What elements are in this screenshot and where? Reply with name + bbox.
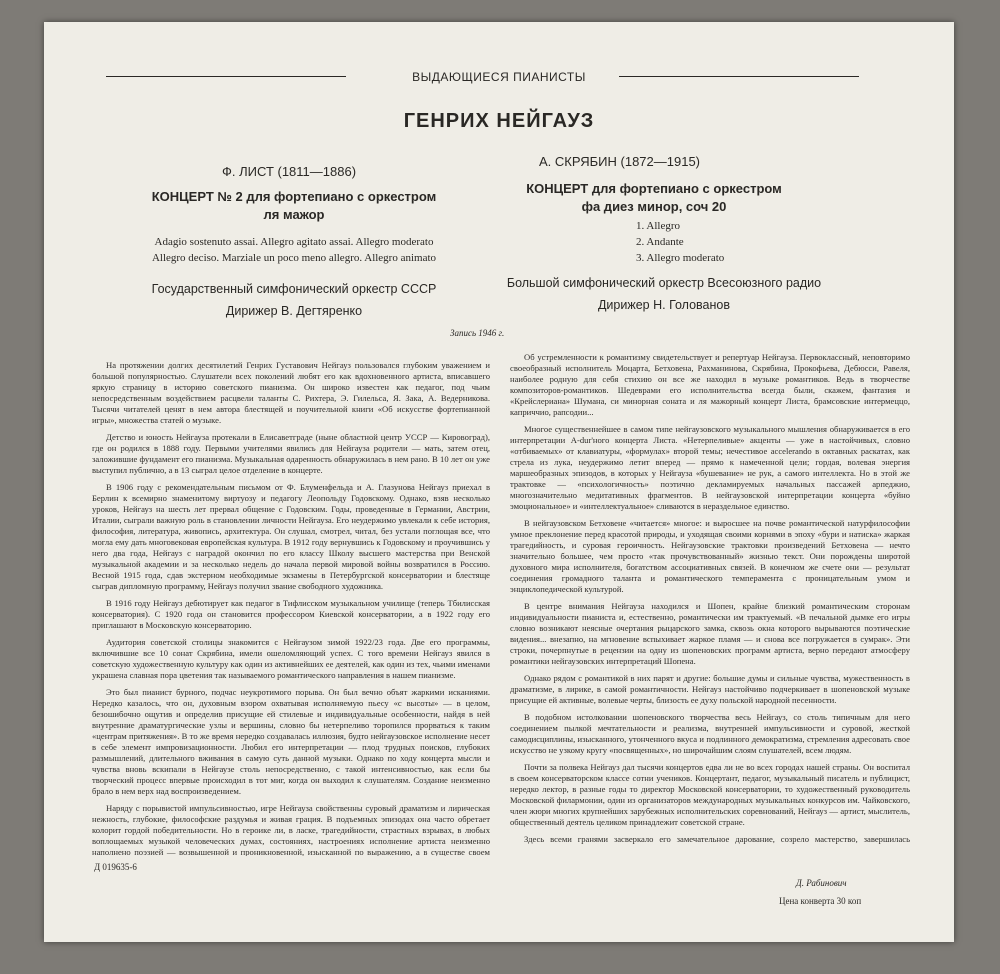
right-movement-2: 2. Andante (636, 236, 684, 248)
essay-paragraph: Это был пианист бурного, подчас неукротимого порыва. Он был вечно объят жаркими исканиями. Нередко казалось, что он, духовным взором охватывая исполняемую пьесу «с высоты» — в целом, безошибочно ощутив и определив присущие ей стилевые и индивидуальные особенности, найдя в ней внутренние драматургические узлы и вершины, словно бы нетерпеливо торопился прорваться к таким «центрам притяжения». В то же время нередко создавалась иллюзия, будто нейгаузовское исполнение несет в себе элемент импровизационности. Любил его интерпретации — плод трудных поисков, глубоких размышлений, длительного вживания в самую суть данной музыки. Однако по ходу концерта мысли и чувства вновь вскипали в Нейгаузе столь непосредственно, с такой интенсивностью, как если бы творческий процесс впервые происходил в тот миг, когда он выходил к слушателям. Создание неизменно брало в нем верх над воспроизведением. (92, 687, 490, 796)
right-orchestra: Большой симфонический оркестр Всесоюзного радио (506, 276, 822, 290)
left-orchestra: Государственный симфонический оркестр СССР (151, 282, 437, 296)
left-work-key: ля мажор (263, 207, 325, 222)
right-work (504, 180, 804, 216)
left-conductor: Дирижер В. Дегтяренко (225, 304, 363, 318)
essay-paragraph: Здесь всеми гранями засверкало его замечательное дарование, созрело мастерство, завершилась (524, 834, 910, 844)
right-movement-3: 3. Allegro moderato (636, 252, 725, 264)
essay-paragraph: Наряду с порывистой импульсивностью, игре Нейгауза свойственны суровый драматизм и лирическая нежность, глубокие, философские раздумья и живая грация. В подъемных эпизодах она часто обретает колорит гордой победительности. Но в героике ли, в ласке, трагедийности, страстных взрывах, в любых воплощаемых музыкой человеческих думах, состояниях, настроениях исполнение артиста неизменно наполнено поэзией — возвышенной и проникновенной, изысканной по выражению, а в существе своем (92, 803, 490, 856)
essay-author: Д. Рабинович (796, 878, 847, 888)
sleeve-price: Цена конверта 30 коп (779, 896, 862, 906)
left-performers (104, 278, 484, 322)
essay-paragraph: Детство и юность Нейгауза протекали в Елисаветграде (ныне областной центр УССР — Кировоград), где он родился в 1888 году. Первыми учителями явились для Нейгауза родители — мать, затем отец, заложившие фундамент его пианизма. Музыкальная одаренность обнаружилась в нем рано. В 10 лет он уже выступил публично, а в 13 сыграл целое отделение в концерте. (92, 432, 490, 475)
left-movements (104, 234, 484, 266)
essay-right-column (510, 352, 910, 846)
essay-paragraph: Почти за полвека Нейгауз дал тысячи концертов едва ли не во всех городах нашей страны. Он воспитал в своем консерваторском классе сотни учеников. Концертант, педагог, музыкальный писатель и публицист, нередко лектор, в разные годы то директор Московской консерватории, то художественный руководитель Московской филармонии, один из организаторов международных музыкальных конкурсов им. Чайковского, член жюри многих крупнейших зарубежных исполнительских соревнований, Нейгауз — артист, мыслитель, общественный деятель целиком принадлежит советской стране. (510, 762, 910, 827)
essay-paragraph: Об устремленности к романтизму свидетельствует и репертуар Нейгауза. Первоклассный, неповторимо своеобразный исполнитель Моцарта, Бетховена, Рахманинова, Скрябина, Прокофьева, Дебюсси, Равеля, наиболее родную для себя стихию он все же находил в музыке романтиков. Ведь в творчестве композиторов-романтиков. Шедеврами его исполнительства всегда были, скажем, фантазия и «Крейслериана» Шумана, си минорная соната и ля мажорный концерт Листа, брамсовские интермеццо, каприччио, рапсодии... (510, 352, 910, 417)
right-work-title: КОНЦЕРТ для фортепиано с оркестром (526, 181, 782, 196)
essay-paragraph: Многое существеннейшее в самом типе нейгаузовского музыкального мышления обнаруживается в его интерпретации A-dur'ного концерта Листа. «Нетерпеливые» акценты — уже в настойчивых, словно «отбиваемых» от клавиатуры, «формулах» второй темы; нечестивое accelerando в октавных раскатах, как стрела из лука, неудержимо летит вперед — прямо к намеченной цели; гордая, волевая энергия маршеобразных эпизодов, в которых у Нейгауза «бушевание» не рук, а самого интеллекта. Но в этой же трактовке — «психологичность» поэтично декламируемых начальных пассажей арпеджио, многозначительно медитативных фрагментов. В нейгаузовской интерпретации концерта «буйно эмоциональное» и «интеллектуальное» сливаются в нераздельное единство. (510, 424, 910, 511)
recording-note: Запись 1946 г. (450, 328, 505, 338)
series-title: ВЫДАЮЩИЕСЯ ПИАНИСТЫ (412, 70, 586, 84)
left-composer: Ф. ЛИСТ (1811—1886) (222, 164, 357, 179)
right-composer: А. СКРЯБИН (1872—1915) (539, 154, 701, 169)
left-work-title: КОНЦЕРТ № 2 для фортепиано с оркестром (151, 189, 437, 204)
right-movements (636, 218, 724, 266)
essay-paragraph: В центре внимания Нейгауза находился и Шопен, крайне близкий романтическим сторонам индивидуальности пианиста и, естественно, романтически им трактуемый. «В печальной дымке его игры словно возникают неясные очертания рыцарского замка, сквозь окна которого вырываются поэтические видения... внезапно, на мгновение вспыхивает жаркое пламя — и снова все погружается в сумрак». Эти строки, почерпнутые в рецензии на одну из шопеновских программ артиста, верно передают атмосферу романтики нейгаузовских интерпретаций Шопена. (510, 601, 910, 666)
right-movement-1: 1. Allegro (636, 220, 680, 232)
essay-paragraph: В подобном истолковании шопеновского творчества весь Нейгауз, со столь типичным для него соединением пылкой мечтательности и реализма, внутренней импульсивности и суровой, жесткой самодисциплины, изысканного, утонченного вкуса и подлинного демократизма, стремления адресовать свое искусство не узкому кругу «посвященных», но широчайшим слоям слушателей, всем людям. (510, 712, 910, 755)
right-performers (484, 272, 844, 316)
record-sleeve (44, 22, 954, 942)
essay-paragraph: Однако рядом с романтикой в них парят и другие: большие думы и сильные чувства, мужественность в драматизме, в лирике, в самой романтичности. Нейгауз настойчиво подчеркивает в шопеновской музыке присущие ей активные, волевые черты, близость ее духу польской народной песенности. (510, 673, 910, 705)
essay-paragraph: В 1906 году с рекомендательным письмом от Ф. Блуменфельда и А. Глазунова Нейгауз приехал в Берлин к всемирно знаменитому виртуозу и педагогу Леопольду Годовскому. Однако, взяв несколько уроков, Нейгауз на шесть лет прервал общение с Годовским. Годы, проведенные в Германии, Австрии, Италии, сыграли важную роль в становлении личности Нейгауза. Его неудержимо увлекали к себе история, философия, литература, живопись, архитектура. Он слушал, смотрел, читал, без устали поглощая все, что могла ему дать многовековая европейская культура. В 1912 году вернувшись к Годовскому и проучившись у него два года, Нейгауз с наградой окончил по его классу Школу высшего мастерства при Венской музыкальной академии и за несколько недель до начала первой мировой войны возвратился в Россию. Весной 1915 года, сдав экстерном необходимые экзамены в Петербургской консерватории и блестяще сыграв дипломную программу, Нейгауз получил звание свободного художника. (92, 482, 490, 591)
artist-name: ГЕНРИХ НЕЙГАУЗ (403, 110, 595, 132)
essay-paragraph: В 1916 году Нейгауз дебютирует как педагог в Тифлисском музыкальном училище (теперь Тбилисская консерватория). С 1920 года он становится профессором Киевской консерватории, а в 1922 году его приглашают в Московскую консерваторию. (92, 598, 490, 630)
essay-paragraph: В нейгаузовском Бетховене «читается» многое: и выросшее на почве романтической натурфилософии умное преклонение перед красотой природы, и уходящая своими корнями в эпоху «бури и натиска» жаркая трагедийность, и суровая героичность. Нейгаузовские трактовки произведений Бетховена — нечто значительно большее, чем просто «так прочувствованный» жизнью текст. Они порождены широтой духовного мира исполнителя, богатством ассоциативных связей. В конечном же счете они — результат соединения громадного таланта и романтического темперамента с проницательным умом и энциклопедической культурой. (510, 518, 910, 594)
right-work-key: фа диез минор, соч 20 (581, 199, 727, 214)
catalog-number: Д 019635-6 (94, 862, 137, 872)
essay-left-column (92, 360, 490, 856)
right-conductor: Дирижер Н. Голованов (597, 298, 731, 312)
left-movements-line1: Adagio sostenuto assai. Allegro agitato assai. Allegro moderato (154, 236, 434, 248)
essay-paragraph: На протяжении долгих десятилетий Генрих Густавович Нейгауз пользовался глубоким уважением и большой популярностью. Слушатели всех поколений любят его как вдохновенного артиста, вписавшего яркую страницу в историю советского пианизма. Он широко известен как педагог, под чьим непосредственным воздействием расцвели таланты С. Рихтера, Э. Гилельса, Я. Зака, А. Ведерникова. Тысячи читателей ценят в нем автора блестящей и поучительной книги «Об искусстве фортепианной игры», множества статей о музыке. (92, 360, 490, 425)
essay-paragraph: Аудитория советской столицы знакомится с Нейгаузом зимой 1922/23 года. Две его программы, включившие все 10 сонат Скрябина, имели ошеломляющий успех. С того времени Нейгауз явился в советскую художественную культуру как один из активнейших ее деятелей, как один из тех, чьими именами украшена славная пора цветения так называемого романтического направления в нашем пианизме. (92, 637, 490, 680)
left-movements-line2: Allegro deciso. Marziale un poco meno allegro. Allegro animato (151, 252, 437, 264)
left-work (104, 188, 484, 224)
